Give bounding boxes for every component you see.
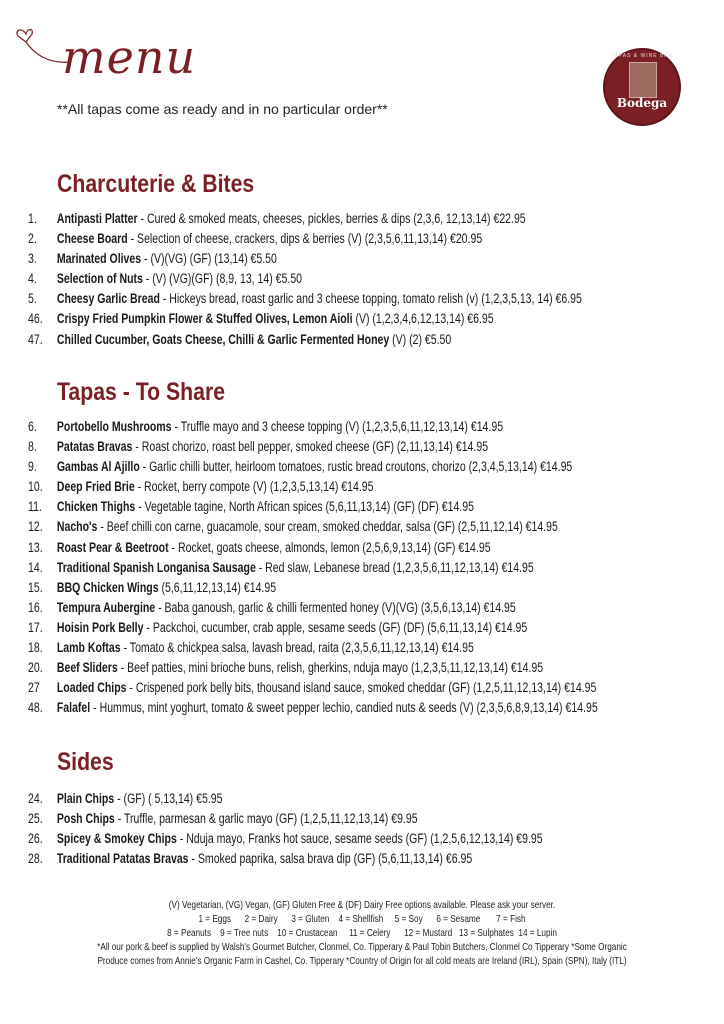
logo-name: Bodega bbox=[616, 96, 668, 110]
menu-item bbox=[28, 517, 652, 537]
item-name: Roast Pear & Beetroot bbox=[56, 539, 169, 555]
allergen-key-2: 8 = Peanuts 9 = Tree nuts 10 = Crustacean 11 = Celery 12 = Mustard 13 = Sulphates 14 = Lupin bbox=[167, 927, 557, 939]
menu-item bbox=[28, 309, 652, 329]
menu-item bbox=[28, 289, 652, 309]
item-number: 20. bbox=[28, 660, 43, 676]
item-description: - Nduja mayo, Franks hot sauce, sesame seeds (GF) (1,2,5,6,12,13,14) €9.95 bbox=[176, 831, 543, 847]
item-description: - Vegetable tagine, North African spices (5,6,11,13,14) (GF) (DF) €14.95 bbox=[135, 499, 474, 515]
item-number: 6. bbox=[28, 419, 37, 434]
menu-item bbox=[28, 558, 652, 578]
item-description: - Selection of cheese, crackers, dips & berries (V) (2,3,5,6,11,13,14) €20.95 bbox=[127, 231, 483, 247]
menu-item bbox=[28, 209, 652, 229]
item-number: 5. bbox=[28, 291, 37, 307]
item-name: Gambas Al Ajillo bbox=[56, 459, 140, 475]
item-number: 27 bbox=[28, 680, 40, 696]
menu-item bbox=[28, 249, 652, 269]
item-description: (5,6,11,12,13,14) €14.95 bbox=[158, 579, 277, 595]
menu-item bbox=[28, 658, 652, 678]
item-description: - Rocket, berry compote (V) (1,2,3,5,13,14) €14.95 bbox=[134, 479, 374, 495]
menu-item bbox=[28, 578, 652, 598]
item-name: Hoisin Pork Belly bbox=[56, 619, 144, 635]
item-number: 18. bbox=[28, 640, 43, 656]
item-name: Portobello Mushrooms bbox=[56, 419, 172, 434]
item-number: 48. bbox=[28, 700, 43, 716]
item-name: Crispy Fried Pumpkin Flower & Stuffed Olives, Lemon Aioli bbox=[56, 311, 353, 327]
item-number: 25. bbox=[28, 811, 43, 827]
item-name: Patatas Bravas bbox=[56, 439, 133, 455]
item-number: 26. bbox=[28, 831, 43, 847]
menu-item bbox=[28, 417, 652, 437]
item-number: 46. bbox=[28, 311, 43, 327]
menu-item bbox=[28, 497, 652, 517]
item-name: Antipasti Platter bbox=[56, 211, 138, 226]
menu-item bbox=[28, 638, 652, 658]
menu-item bbox=[28, 849, 652, 869]
item-name: Deep Fried Brie bbox=[56, 479, 135, 495]
item-name: Loaded Chips bbox=[56, 680, 127, 696]
menu-item bbox=[28, 330, 652, 350]
menu-item bbox=[28, 678, 652, 698]
menu-item bbox=[28, 457, 652, 477]
item-number: 12. bbox=[28, 519, 43, 535]
tapas-list bbox=[28, 417, 724, 718]
item-description: - (V)(VG) (GF) (13,14) €5.50 bbox=[141, 251, 277, 267]
item-name: Cheese Board bbox=[56, 231, 128, 247]
section-title-sides: Sides bbox=[57, 748, 114, 776]
item-number: 3. bbox=[28, 251, 37, 267]
item-description: - Cured & smoked meats, cheeses, pickles, berries & dips (2,3,6, 12,13,14) €22.95 bbox=[137, 211, 526, 226]
sourcing-note-2: Produce comes from Annie's Organic Farm in Cashel, Co. Tipperary *Country of Origin for all cold meats are Ireland (IRL), Spain (SPN), Italy (ITL) bbox=[97, 955, 627, 967]
item-name: Chilled Cucumber, Goats Cheese, Chilli & Garlic Fermented Honey bbox=[56, 331, 390, 347]
item-name: Lamb Koftas bbox=[56, 640, 121, 656]
menu-footer bbox=[0, 898, 724, 968]
item-number: 24. bbox=[28, 791, 43, 806]
menu-title: menu bbox=[62, 30, 197, 84]
item-description: - Packchoi, cucumber, crab apple, sesame seeds (GF) (DF) (5,6,11,13,14) €14.95 bbox=[143, 619, 528, 635]
item-description: - Garlic chilli butter, heirloom tomatoes, rustic bread croutons, chorizo (2,3,4,5,13,14) €14.95 bbox=[139, 459, 573, 475]
item-name: Nacho's bbox=[56, 519, 98, 535]
menu-item bbox=[28, 477, 652, 497]
item-name: Traditional Patatas Bravas bbox=[56, 851, 189, 867]
item-description: - Roast chorizo, roast bell pepper, smoked cheese (GF) (2,11,13,14) €14.95 bbox=[132, 439, 489, 455]
dietary-note: (V) Vegetarian, (VG) Vegan, (GF) Gluten Free & (DF) Dairy Free options available. Please ask your server. bbox=[168, 899, 556, 911]
item-number: 8. bbox=[28, 439, 37, 455]
menu-item bbox=[28, 598, 652, 618]
menu-item bbox=[28, 789, 652, 809]
item-number: 15. bbox=[28, 579, 43, 595]
item-description: - Truffle mayo and 3 cheese topping (V) (1,2,3,5,6,11,12,13,14) €14.95 bbox=[171, 419, 504, 434]
item-number: 28. bbox=[28, 851, 43, 867]
item-number: 47. bbox=[28, 331, 43, 347]
menu-item bbox=[28, 829, 652, 849]
item-description: - Rocket, goats cheese, almonds, lemon (2,5,6,9,13,14) (GF) €14.95 bbox=[168, 539, 491, 555]
item-name: Tempura Aubergine bbox=[56, 599, 156, 615]
item-description: - Hickeys bread, roast garlic and 3 cheese topping, tomato relish (v) (1,2,3,5,13, 14) €6.95 bbox=[159, 291, 582, 307]
menu-item bbox=[28, 618, 652, 638]
menu-item bbox=[28, 538, 652, 558]
item-number: 14. bbox=[28, 559, 43, 575]
menu-item bbox=[28, 269, 652, 289]
item-name: BBQ Chicken Wings bbox=[56, 579, 159, 595]
menu-item bbox=[28, 698, 652, 718]
item-description: - Beef patties, mini brioche buns, relish, gherkins, nduja mayo (1,2,3,5,11,12,13,14) €14.95 bbox=[117, 660, 544, 676]
menu-subtitle: **All tapas come as ready and in no particular order** bbox=[57, 101, 388, 117]
item-description: - Baba ganoush, garlic & chilli fermented honey (V)(VG) (3,5,6,13,14) €14.95 bbox=[155, 599, 516, 615]
item-number: 9. bbox=[28, 459, 37, 475]
allergen-key-1: 1 = Eggs 2 = Dairy 3 = Gluten 4 = Shellfish 5 = Soy 6 = Sesame 7 = Fish bbox=[198, 913, 526, 925]
item-number: 2. bbox=[28, 231, 37, 247]
menu-item bbox=[28, 809, 652, 829]
item-number: 11. bbox=[28, 499, 42, 515]
item-description: - Red slaw, Lebanese bread (1,2,3,5,6,11,12,13,14) €14.95 bbox=[255, 559, 534, 575]
item-description: - Crispened pork belly bits, thousand island sauce, smoked cheddar (GF) (1,2,5,11,12,13,14) €14.95 bbox=[126, 680, 597, 696]
logo-tagline: TAPAS & WINE BAR bbox=[610, 53, 674, 59]
item-number: 16. bbox=[28, 599, 43, 615]
item-description: - (V) (VG)(GF) (8,9, 13, 14) €5.50 bbox=[142, 271, 303, 287]
item-name: Plain Chips bbox=[56, 791, 115, 806]
item-name: Marinated Olives bbox=[56, 251, 142, 267]
item-number: 4. bbox=[28, 271, 37, 287]
charcuterie-list bbox=[28, 209, 724, 350]
section-title-tapas: Tapas - To Share bbox=[57, 378, 226, 406]
sourcing-note-1: *All our pork & beef is supplied by Walsh's Gourmet Butcher, Clonmel, Co. Tipperary & Paul Tobin Butchers, Clonmel Co Tipperary *Some Organic bbox=[97, 941, 627, 953]
bodega-logo bbox=[603, 48, 681, 126]
menu-item bbox=[28, 229, 652, 249]
item-name: Spicey & Smokey Chips bbox=[56, 831, 177, 847]
item-name: Cheesy Garlic Bread bbox=[56, 291, 160, 307]
item-description: - Truffle, parmesan & garlic mayo (GF) (1,2,5,11,12,13,14) €9.95 bbox=[114, 811, 418, 827]
item-description: - (GF) ( 5,13,14) €5.95 bbox=[114, 791, 223, 806]
item-description: - Hummus, mint yoghurt, tomato & sweet pepper lechio, candied nuts & seeds (V) (2,3,5,6,8,9,13,14) €14.95 bbox=[90, 700, 598, 716]
item-description: - Smoked paprika, salsa brava dip (GF) (5,6,11,13,14) €6.95 bbox=[188, 851, 473, 867]
section-title-charcuterie: Charcuterie & Bites bbox=[57, 170, 255, 198]
item-description: - Beef chilli con carne, guacamole, sour cream, smoked cheddar, salsa (GF) (2,5,11,12,14) €14.95 bbox=[97, 519, 558, 535]
item-number: 1. bbox=[28, 211, 37, 226]
item-description: - Tomato & chickpea salsa, lavash bread, raita (2,3,5,6,11,12,13,14) €14.95 bbox=[120, 640, 474, 656]
item-number: 13. bbox=[28, 539, 43, 555]
item-name: Beef Sliders bbox=[56, 660, 118, 676]
sides-list bbox=[28, 789, 724, 869]
item-number: 10. bbox=[28, 479, 43, 495]
item-name: Falafel bbox=[56, 700, 91, 716]
item-description: (V) (2) €5.50 bbox=[389, 331, 452, 347]
item-name: Selection of Nuts bbox=[56, 271, 143, 287]
item-name: Posh Chips bbox=[56, 811, 115, 827]
item-number: 17. bbox=[28, 619, 43, 635]
tower-icon bbox=[629, 62, 657, 98]
item-description: (V) (1,2,3,4,6,12,13,14) €6.95 bbox=[352, 311, 494, 327]
item-name: Chicken Thighs bbox=[56, 499, 136, 515]
menu-item bbox=[28, 437, 652, 457]
item-name: Traditional Spanish Longanisa Sausage bbox=[56, 559, 256, 575]
